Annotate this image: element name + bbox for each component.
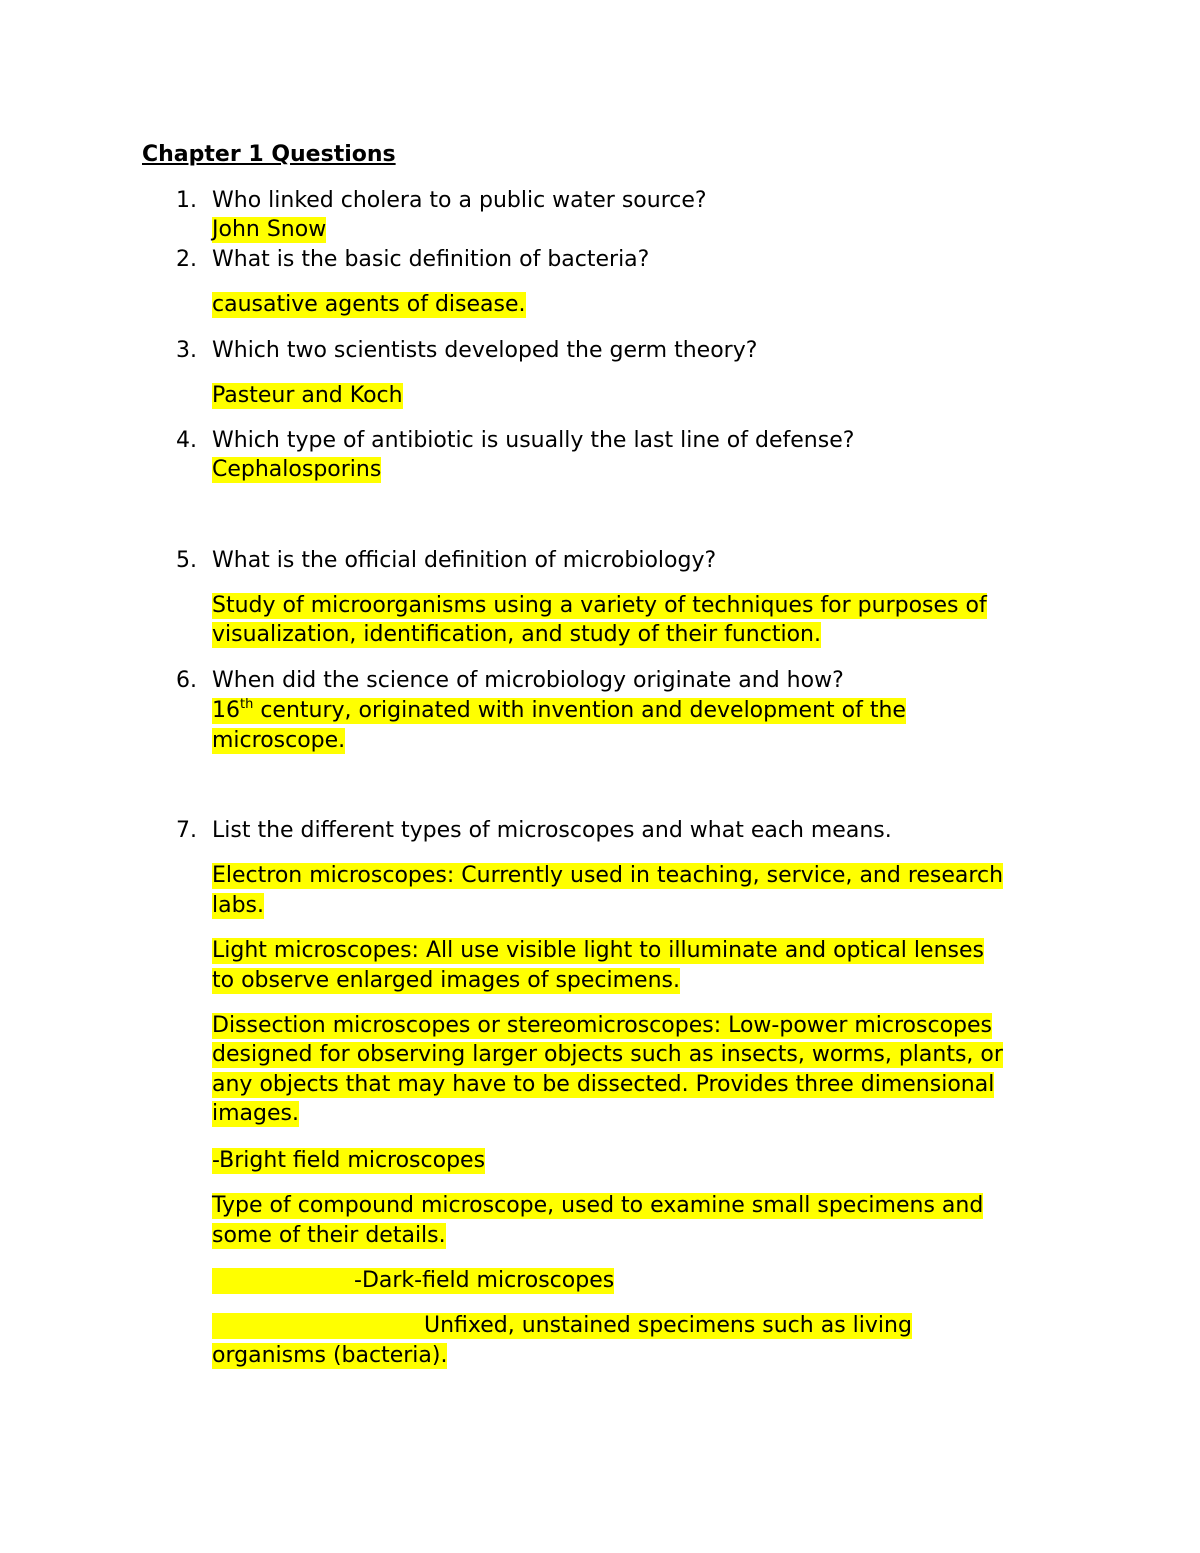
answer-6-highlight-2: microscope. bbox=[212, 728, 346, 753]
question-3-text: Which two scientists developed the germ theory? bbox=[212, 338, 758, 363]
question-number-7: 7. bbox=[176, 818, 197, 843]
answer-7-dissection-line-1 bbox=[212, 1011, 992, 1041]
question-number-5: 5. bbox=[176, 548, 197, 573]
question-number-2: 2. bbox=[176, 247, 197, 272]
answer-7-dark-field-line-1 bbox=[212, 1311, 912, 1341]
question-number-1: 1. bbox=[176, 188, 197, 213]
dark-field-highlight-1: Unfixed, unstained specimens such as living bbox=[212, 1313, 912, 1339]
answer-7-bright-field-line-2 bbox=[212, 1221, 446, 1251]
answer-1-line bbox=[212, 215, 326, 245]
answer-1-highlight: John Snow bbox=[212, 217, 327, 242]
question-number-3: 3. bbox=[176, 338, 197, 363]
answer-7-dark-field-line-2 bbox=[212, 1341, 447, 1371]
answer-5-highlight-2: visualization, identification, and study of their function. bbox=[212, 622, 821, 647]
answer-5-line-1 bbox=[212, 591, 987, 621]
answer-6-text-1: century, originated with invention and development of the bbox=[253, 698, 906, 723]
answer-5-line-2 bbox=[212, 620, 821, 650]
dissection-highlight-3: any objects that may have to be dissected. Provides three dimensional bbox=[212, 1072, 995, 1097]
answer-7-bright-field-heading bbox=[212, 1146, 485, 1176]
dark-field-heading-highlight: -Dark-field microscopes bbox=[212, 1268, 614, 1294]
answer-6-superscript: th bbox=[240, 697, 254, 712]
answer-7-light-line-1 bbox=[212, 936, 984, 966]
dark-field-highlight-2: organisms (bacteria). bbox=[212, 1343, 448, 1368]
question-number-4: 4. bbox=[176, 428, 197, 453]
answer-6-line-1 bbox=[212, 696, 906, 726]
answer-7-electron-line-2 bbox=[212, 891, 264, 921]
question-1-text: Who linked cholera to a public water source? bbox=[212, 188, 707, 213]
answer-7-dark-field-heading bbox=[212, 1266, 614, 1296]
question-4-text: Which type of antibiotic is usually the last line of defense? bbox=[212, 428, 855, 453]
answer-5-highlight-1: Study of microorganisms using a variety of techniques for purposes of bbox=[212, 593, 987, 618]
answer-6-century-number: 16 bbox=[212, 698, 240, 723]
dissection-highlight-1: Dissection microscopes or stereomicroscopes: Low-power microscopes bbox=[212, 1013, 992, 1038]
answer-7-electron-line-1 bbox=[212, 861, 1003, 891]
answer-7-dissection-line-3 bbox=[212, 1070, 994, 1100]
bright-field-highlight-1: Type of compound microscope, used to examine small specimens and bbox=[212, 1193, 984, 1218]
answer-2-line bbox=[212, 290, 526, 320]
dissection-highlight-4: images. bbox=[212, 1101, 299, 1126]
answer-7-dissection-line-4 bbox=[212, 1099, 299, 1129]
question-7-text: List the different types of microscopes and what each means. bbox=[212, 818, 892, 843]
answer-7-dissection-line-2 bbox=[212, 1040, 1003, 1070]
answer-2-highlight: causative agents of disease. bbox=[212, 292, 526, 317]
question-number-6: 6. bbox=[176, 668, 197, 693]
bright-field-highlight-2: some of their details. bbox=[212, 1223, 446, 1248]
electron-highlight-2: labs. bbox=[212, 893, 265, 918]
bright-field-heading-highlight: -Bright field microscopes bbox=[212, 1148, 486, 1173]
electron-highlight-1: Electron microscopes: Currently used in teaching, service, and research bbox=[212, 863, 1004, 888]
question-2-text: What is the basic definition of bacteria? bbox=[212, 247, 650, 272]
answer-4-line bbox=[212, 455, 381, 485]
answer-6-line-2 bbox=[212, 726, 345, 756]
light-highlight-1: Light microscopes: All use visible light to illuminate and optical lenses bbox=[212, 938, 984, 963]
light-highlight-2: to observe enlarged images of specimens. bbox=[212, 968, 680, 993]
answer-6-highlight-1 bbox=[212, 698, 906, 724]
dissection-highlight-2: designed for observing larger objects such as insects, worms, plants, or bbox=[212, 1042, 1003, 1067]
answer-3-highlight: Pasteur and Koch bbox=[212, 383, 403, 408]
answer-7-light-line-2 bbox=[212, 966, 680, 996]
page-title: Chapter 1 Questions bbox=[142, 142, 396, 167]
answer-4-highlight: Cephalosporins bbox=[212, 457, 382, 482]
answer-7-bright-field-line-1 bbox=[212, 1191, 983, 1221]
question-5-text: What is the official definition of microbiology? bbox=[212, 548, 717, 573]
answer-3-line bbox=[212, 381, 403, 411]
question-6-text: When did the science of microbiology originate and how? bbox=[212, 668, 844, 693]
